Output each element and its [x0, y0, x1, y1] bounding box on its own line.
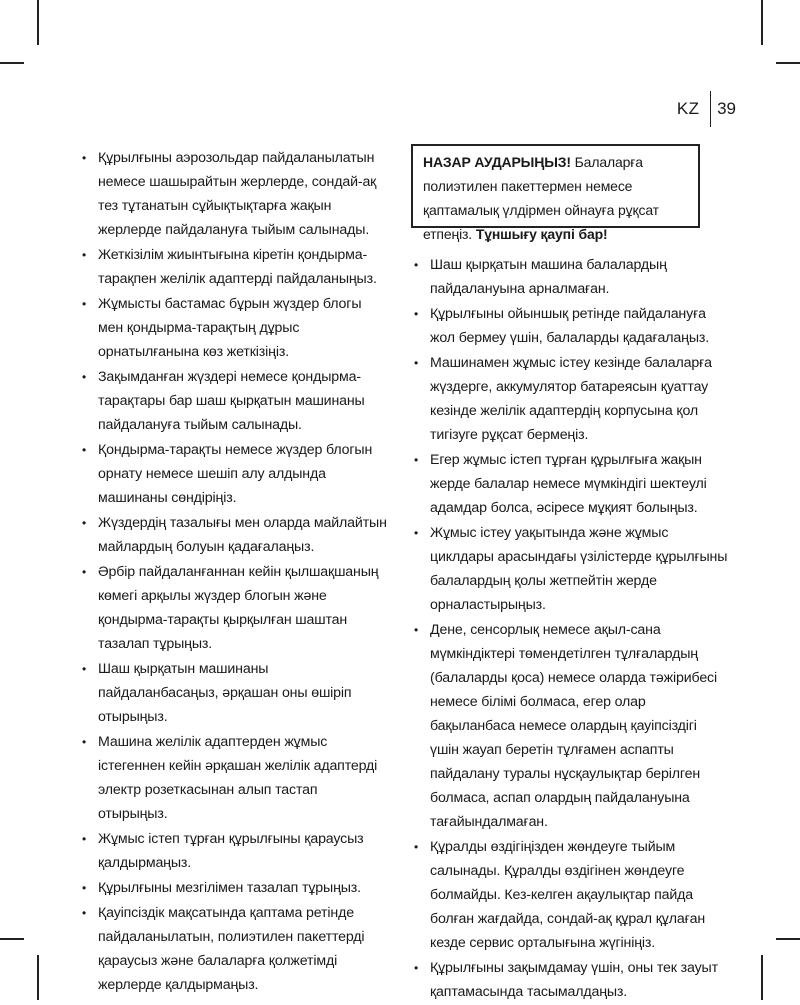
- crop-mark: [37, 0, 39, 45]
- list-item: • Шаш қырқатын машина балалардың пайдалануына арналмаған.: [412, 253, 728, 301]
- safety-list-right: [412, 253, 728, 1004]
- list-item: • Қондырма-тарақты немесе жүздер блогын орнату немесе шешіп алу алдында машинаны сөндіріңіз.: [80, 438, 388, 510]
- crop-mark: [0, 62, 24, 64]
- list-item: • Жұмыс істеу уақытында және жұмыс циклдары арасындағы үзілістерде құрылғыны балалардың қолы жетпейтін жерде орналастырыңыз.: [412, 521, 728, 617]
- list-item: • Жұмыс істеп тұрған құрылғыны қараусыз қалдырмаңыз.: [80, 827, 388, 875]
- list-item: • Дене, сенсорлық немесе ақыл-сана мүмкіндіктері төмендетілген тұлғалардың (балаларды қоса) немесе оларда тәжірибесі немесе білімі болмаса, егер олар бақыланбаса немесе олардың қауіпсіздігі үшін жауап беретін тұлғамен аспапты пайдалану туралы нұсқаулықтар берілген болмаса, аспап олардың пайдалануына тағайындалмаған.: [412, 618, 728, 834]
- safety-list-left: [80, 146, 388, 997]
- page-number: 39: [717, 99, 736, 118]
- page-header: [677, 91, 736, 127]
- list-item: • Жұмысты бастамас бұрын жүздер блогы мен қондырма-тарақтың дұрыс орнатылғанына көз жеткізіңіз.: [80, 292, 388, 364]
- list-item: • Қауіпсіздік мақсатында қаптама ретінде пайдаланылатын, полиэтилен пакеттерді қараусыз және балаларға қолжетімді жерлерде қалдырмаңыз.: [80, 901, 388, 997]
- warning-body: Балаларға полиэтилен пакеттермен немесе қаптамалық үлдірмен ойнауға рұқсат етпеңіз.: [423, 154, 659, 242]
- crop-mark: [776, 938, 800, 940]
- left-column: [80, 146, 388, 998]
- list-item: • Жүздердің тазалығы мен оларда майлайтын майлардың болуын қадағалаңыз.: [80, 511, 388, 559]
- crop-mark: [37, 955, 39, 1000]
- list-item: • Құрылғыны ойыншық ретінде пайдалануға жол бермеу үшін, балаларды қадағалаңыз.: [412, 302, 728, 350]
- warning-emphasis: Тұншығу қаупі бар!: [475, 226, 608, 242]
- warning-box: [411, 144, 700, 242]
- list-item: • Құрылғыны мезгілімен тазалап тұрыңыз.: [80, 876, 388, 900]
- crop-mark: [776, 62, 800, 64]
- crop-mark: [761, 955, 763, 1000]
- language-code: KZ: [676, 99, 700, 118]
- list-item: • Шаш қырқатын машинаны пайдаланбасаңыз, әрқашан оны өшіріп отырыңыз.: [80, 657, 388, 729]
- crop-mark: [0, 938, 24, 940]
- list-item: • Құралды өздігіңізден жөндеуге тыйым салынады. Құралды өздігінен жөндеуге болмайды. Кез-келген ақаулықтар пайда болған жағдайда, сондай-ақ құрал құлаған кезде сервис орталығына жүгініңіз.: [412, 835, 728, 955]
- list-item: • Егер жұмыс істеп тұрған құрылғыға жақын жерде балалар немесе мүмкіндігі шектеулі адамдар болса, әсіресе мұқият болыңыз.: [412, 448, 728, 520]
- list-item: • Жеткізілім жиынтығына кіретін қондырма-тарақпен желілік адаптерді пайдаланыңыз.: [80, 243, 388, 291]
- crop-mark: [761, 0, 763, 45]
- right-column: [412, 253, 728, 1005]
- list-item: • Әрбір пайдаланғаннан кейін қылшақшаның көмегі арқылы жүздер блогын және қондырма-тарақты қырқылған шаштан тазалап тұрыңыз.: [80, 560, 388, 656]
- list-item: • Машинамен жұмыс істеу кезінде балаларға жүздерге, аккумулятор батареясын қуаттау кезінде желілік адаптердің корпусына қол тигізуге рұқсат бермеңіз.: [412, 351, 728, 447]
- list-item: • Құрылғыны аэрозольдар пайдаланылатын немесе шашырайтын жерлерде, сондай-ақ тез тұтанатын сұйықтықтарға жақын жерлерде пайдалануға тыйым салынады.: [80, 146, 388, 242]
- list-item: • Зақымданған жүздері немесе қондырма-тарақтары бар шаш қырқатын машинаны пайдалануға тыйым салынады.: [80, 365, 388, 437]
- list-item: • Машина желілік адаптерден жұмыс істегеннен кейін әрқашан желілік адаптерді электр розеткасынан алып тастап отырыңыз.: [80, 730, 388, 826]
- warning-title: НАЗАР АУДАРЫҢЫЗ!: [423, 154, 571, 170]
- list-item: • Құрылғыны зақымдамау үшін, оны тек зауыт қаптамасында тасымалдаңыз.: [412, 956, 728, 1004]
